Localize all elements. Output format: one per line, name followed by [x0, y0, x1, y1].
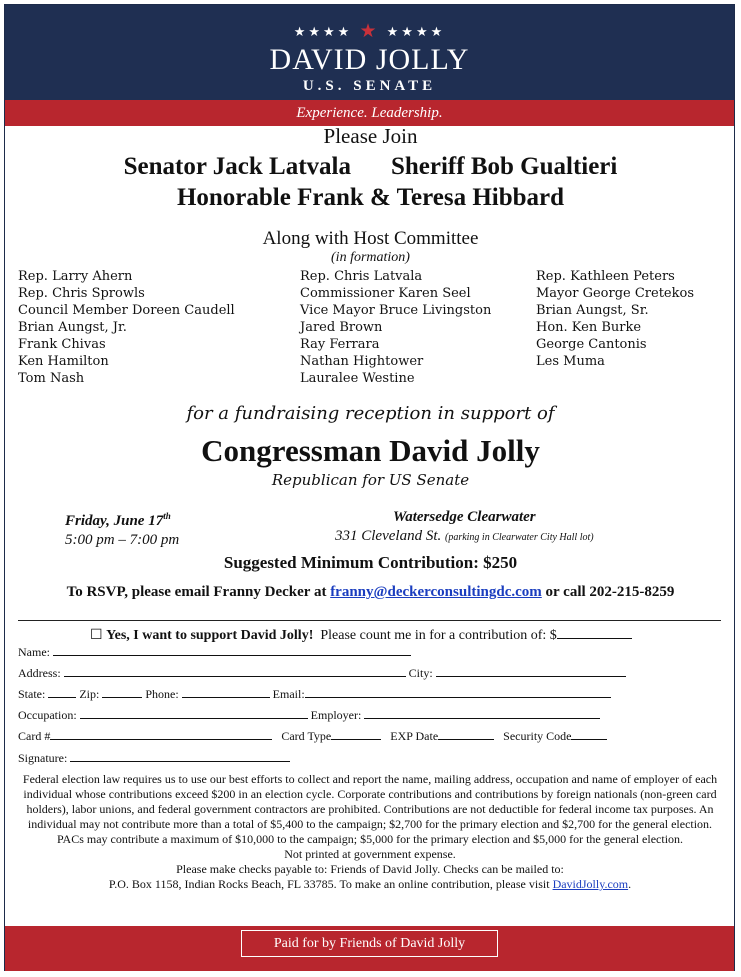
event-date-text: Friday, June 17 [65, 513, 164, 529]
form-divider [18, 620, 721, 621]
state-row [18, 687, 611, 702]
host-member: Hon. Ken Burke [536, 320, 642, 335]
host-member: Jared Brown [300, 320, 383, 335]
rsvp-email-link[interactable]: franny@deckerconsultingdc.com [330, 584, 542, 600]
event-date-suffix: th [163, 511, 171, 521]
address-label: Address: [18, 666, 61, 680]
campaign-logo-office: U.S. SENATE [302, 78, 437, 94]
host-member: Rep. Chris Latvala [300, 269, 423, 284]
legal-text: Federal election law requires us to use our best efforts to collect and report the name, mailing address, occupation and name of employer of each individual whose contributions exceed $200 in an election cycle. Corporate contributions and contributions by foreign nationals (non-green card holders), labor unions, and federal government contractors are prohibited. Contributions are not deductible for federal income tax purposes. An individual may not contribute more than a total of $5,400 to the campaign; $2,700 for the primary election and $2,700 for the general election. PACs may contribute a maximum of $10,000 to the campaign; $5,000 for the primary election and $5,000 for the general election. [22, 772, 718, 846]
address-row [18, 666, 626, 681]
host-column-3 [536, 268, 694, 370]
email-field[interactable] [305, 687, 611, 698]
name-row [18, 645, 411, 660]
host-member: Vice Mayor Bruce Livingston [300, 303, 492, 318]
host-member: Frank Chivas [18, 337, 106, 352]
occupation-row [18, 708, 600, 723]
name-field[interactable] [53, 645, 411, 656]
host-member: Mayor George Cretekos [536, 286, 694, 301]
occupation-field[interactable] [80, 708, 308, 719]
mailing-line [14, 877, 726, 892]
event-time: 5:00 pm – 7:00 pm [65, 532, 180, 548]
host-member: Rep. Kathleen Peters [536, 269, 675, 284]
card-number-field[interactable] [50, 729, 272, 740]
host-column-1 [18, 268, 235, 387]
honorees-line-1 [0, 153, 741, 181]
signature-label: Signature: [18, 751, 68, 765]
candidate-party: Republican for US Senate [271, 471, 470, 489]
event-venue [335, 508, 594, 547]
stars-left: ★★★★ [293, 25, 353, 40]
minimum-contribution: Suggested Minimum Contribution: $250 [223, 553, 518, 572]
host-member: Council Member Doreen Caudell [18, 303, 235, 318]
host-member: Les Muma [536, 354, 605, 369]
po-box-text: P.O. Box 1158, Indian Rocks Beach, FL 33785. To make an online contribution, please visit [108, 877, 550, 891]
checks-note: Please make checks payable to: Friends of David Jolly. Checks can be mailed to: [176, 862, 564, 876]
state-field[interactable] [48, 687, 76, 698]
host-member: Ray Ferrara [300, 337, 380, 352]
support-line [90, 627, 632, 644]
security-code-label: Security Code [503, 729, 572, 743]
please-join: Please Join [323, 124, 418, 148]
host-member: George Cantonis [536, 337, 647, 352]
name-label: Name: [18, 645, 50, 659]
rsvp-phone: or call 202-215-8259 [545, 584, 675, 600]
in-formation-note: (in formation) [331, 250, 410, 265]
venue-address-line [335, 527, 594, 547]
trailing-period: . [628, 877, 632, 891]
host-member: Nathan Hightower [300, 354, 424, 369]
city-label: City: [408, 666, 433, 680]
host-member: Commissioner Karen Seel [300, 286, 471, 301]
host-member: Brian Aungst, Jr. [18, 320, 127, 335]
card-type-label: Card Type [281, 729, 332, 743]
event-datetime [65, 507, 179, 550]
tagline: Experience. Leadership. [296, 105, 443, 121]
host-committee-heading: Along with Host Committee [262, 228, 479, 249]
state-label: State: [18, 687, 46, 701]
host-member: Rep. Chris Sprowls [18, 286, 145, 301]
phone-field[interactable] [182, 687, 270, 698]
rsvp-line [0, 584, 741, 601]
venue-name: Watersedge Clearwater [392, 509, 536, 525]
card-type-field[interactable] [331, 729, 381, 740]
host-member: Lauralee Westine [300, 371, 415, 386]
signature-field[interactable] [70, 751, 290, 762]
email-label: Email: [272, 687, 305, 701]
candidate-name: Congressman David Jolly [201, 433, 540, 468]
phone-label: Phone: [145, 687, 179, 701]
support-checkbox[interactable]: ☐ [90, 628, 103, 643]
rsvp-prefix: To RSVP, please email Franny Decker at [66, 584, 327, 600]
host-member: Brian Aungst, Sr. [536, 303, 649, 318]
campaign-logo-name: DAVID JOLLY [269, 43, 470, 76]
exp-date-label: EXP Date [390, 729, 439, 743]
honorees-line-2: Honorable Frank & Teresa Hibbard [176, 184, 565, 211]
reception-line: for a fundraising reception in support of [186, 403, 555, 424]
honoree-latvala: Senator Jack Latvala [123, 153, 351, 180]
venue-address: 331 Cleveland St. [335, 528, 442, 544]
red-star-icon: ★ [359, 20, 380, 42]
host-member: Tom Nash [18, 371, 85, 386]
parking-note: (parking in Clearwater City Hall lot) [444, 532, 594, 543]
support-heading: Yes, I want to support David Jolly! [106, 628, 314, 643]
exp-date-field[interactable] [438, 729, 494, 740]
tagline-bar [5, 100, 734, 126]
host-member: Ken Hamilton [18, 354, 109, 369]
stars-row [5, 19, 734, 41]
employer-field[interactable] [364, 708, 600, 719]
signature-row [18, 751, 290, 766]
campaign-header [5, 5, 734, 100]
occupation-label: Occupation: [18, 708, 77, 722]
website-link[interactable]: DavidJolly.com [552, 877, 629, 891]
employer-label: Employer: [310, 708, 362, 722]
zip-label: Zip: [79, 687, 100, 701]
contribution-amount-field[interactable] [557, 628, 632, 639]
address-field[interactable] [64, 666, 406, 677]
contribution-prompt: Please count me in for a contribution of: $ [320, 628, 557, 643]
security-code-field[interactable] [571, 729, 607, 740]
honoree-gualtieri: Sheriff Bob Gualtieri [390, 153, 618, 180]
paid-for-box: Paid for by Friends of David Jolly [241, 930, 498, 957]
stars-right: ★★★★ [386, 25, 446, 40]
card-row [18, 729, 607, 744]
host-member: Rep. Larry Ahern [18, 269, 133, 284]
not-printed-note: Not printed at government expense. [284, 847, 456, 861]
legal-disclaimer [14, 772, 726, 892]
city-field[interactable] [436, 666, 626, 677]
zip-field[interactable] [102, 687, 142, 698]
event-date [65, 507, 179, 531]
card-number-label: Card # [18, 729, 51, 743]
host-column-2 [300, 268, 491, 387]
